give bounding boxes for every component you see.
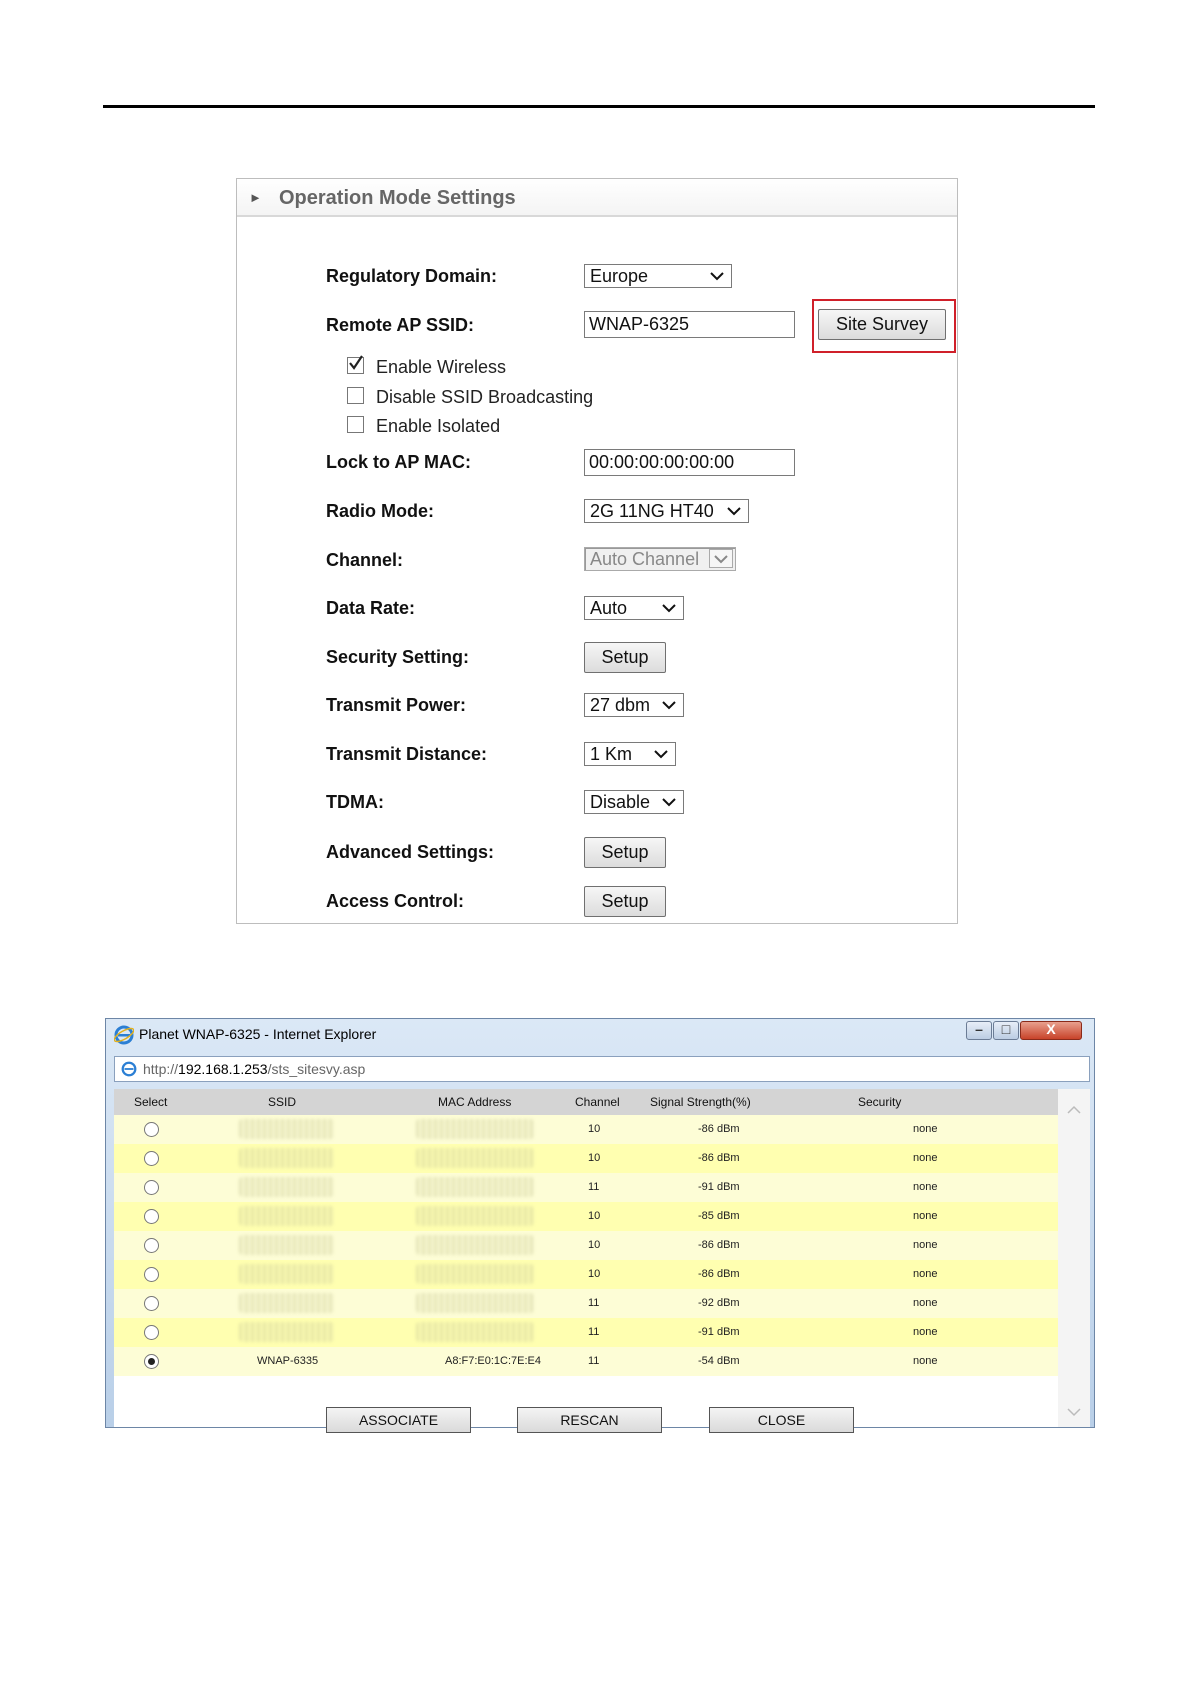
- redacted-mac: [416, 1293, 534, 1313]
- minimize-button[interactable]: [966, 1021, 992, 1040]
- close-icon: X: [1046, 1021, 1056, 1037]
- select-radio[interactable]: [144, 1180, 159, 1195]
- table-row[interactable]: [114, 1173, 1058, 1202]
- redacted-ssid: [239, 1293, 334, 1313]
- address-bar[interactable]: [114, 1056, 1090, 1082]
- url-host: 192.168.1.253: [178, 1061, 268, 1077]
- url-path: /sts_sitesvy.asp: [267, 1061, 366, 1077]
- security-setting-label: Security Setting:: [326, 647, 470, 667]
- channel-cell: 10: [588, 1123, 601, 1135]
- redacted-mac: [416, 1148, 534, 1168]
- redacted-ssid: [239, 1264, 334, 1284]
- enable-isolated-label: Enable Isolated: [376, 416, 501, 436]
- chevron-down-icon: [661, 697, 677, 713]
- redacted-ssid: [239, 1235, 334, 1255]
- channel-select[interactable]: [584, 547, 736, 571]
- scroll-up-icon[interactable]: [1066, 1105, 1082, 1115]
- channel-cell: 10: [588, 1268, 601, 1280]
- redacted-ssid: [239, 1148, 334, 1168]
- checkmark-icon: [347, 355, 364, 372]
- redacted-mac: [416, 1206, 534, 1226]
- rescan-button[interactable]: RESCAN: [517, 1407, 662, 1433]
- transmit-distance-label: Transmit Distance:: [326, 744, 488, 764]
- ssid-cell: WNAP-6335: [257, 1355, 319, 1367]
- close-button[interactable]: CLOSE: [709, 1407, 854, 1433]
- lock-to-ap-mac-input[interactable]: 00:00:00:00:00:00: [584, 449, 795, 476]
- radio-mode-select[interactable]: [584, 499, 749, 523]
- address-url: [143, 1061, 365, 1077]
- signal-cell: -86 dBm: [698, 1152, 740, 1164]
- regulatory-domain-label: Regulatory Domain:: [326, 266, 498, 286]
- associate-button[interactable]: ASSOCIATE: [326, 1407, 471, 1433]
- window-title-bar: [106, 1019, 1094, 1049]
- chevron-down-icon: [661, 794, 677, 810]
- transmit-power-value: 27 dbm: [590, 695, 651, 715]
- internet-explorer-icon: [114, 1025, 134, 1045]
- select-radio[interactable]: [144, 1267, 159, 1282]
- panel-title: Operation Mode Settings: [279, 187, 516, 209]
- regulatory-domain-value: Europe: [590, 266, 649, 286]
- table-row[interactable]: [114, 1318, 1058, 1347]
- select-radio[interactable]: [144, 1296, 159, 1311]
- table-row[interactable]: [114, 1231, 1058, 1260]
- table-row[interactable]: [114, 1260, 1058, 1289]
- advanced-settings-label: Advanced Settings:: [326, 842, 495, 862]
- browser-window: [105, 1018, 1095, 1428]
- channel-dropdown-button: [709, 549, 733, 568]
- signal-cell: -54 dBm: [698, 1355, 740, 1367]
- security-cell: none: [913, 1239, 938, 1251]
- channel-cell: 11: [588, 1181, 600, 1193]
- data-rate-select[interactable]: [584, 596, 684, 620]
- checkbox-box[interactable]: [347, 387, 364, 404]
- security-cell: none: [913, 1181, 938, 1193]
- access-control-setup-button[interactable]: Setup: [584, 886, 666, 917]
- table-row[interactable]: [114, 1202, 1058, 1231]
- redacted-ssid: [239, 1177, 334, 1197]
- channel-cell: 11: [588, 1326, 600, 1338]
- page-icon: [120, 1060, 138, 1078]
- security-cell: none: [913, 1210, 938, 1222]
- radio-mode-value: 2G 11NG HT40: [590, 501, 714, 521]
- remote-ap-ssid-label: Remote AP SSID:: [326, 315, 475, 335]
- site-survey-highlight-box: [812, 299, 956, 353]
- chevron-down-icon: [653, 746, 669, 762]
- mac-cell: A8:F7:E0:1C:7E:E4: [445, 1355, 541, 1367]
- security-setup-button[interactable]: Setup: [584, 642, 666, 673]
- security-cell: none: [913, 1123, 938, 1135]
- transmit-distance-select[interactable]: [584, 742, 676, 766]
- select-radio[interactable]: [144, 1325, 159, 1340]
- scroll-down-icon[interactable]: [1066, 1407, 1082, 1417]
- radio-mode-label: Radio Mode:: [326, 501, 434, 521]
- select-radio[interactable]: [144, 1354, 159, 1369]
- signal-cell: -92 dBm: [698, 1297, 740, 1309]
- redacted-mac: [416, 1322, 534, 1342]
- triangle-right-icon: ►: [249, 190, 262, 205]
- close-window-button[interactable]: [1020, 1021, 1082, 1040]
- column-header: Security: [858, 1095, 902, 1109]
- url-scheme: http://: [143, 1061, 179, 1077]
- channel-cell: 10: [588, 1210, 601, 1222]
- chevron-down-icon: [713, 551, 729, 567]
- checkbox-box[interactable]: [347, 416, 364, 433]
- window-title: Planet WNAP-6325 - Internet Explorer: [139, 1026, 377, 1042]
- vertical-scrollbar[interactable]: [1058, 1089, 1090, 1427]
- maximize-icon: □: [1001, 1021, 1011, 1037]
- checkbox-box[interactable]: [347, 357, 364, 374]
- redacted-mac: [416, 1235, 534, 1255]
- data-rate-label: Data Rate:: [326, 598, 416, 618]
- column-header: SSID: [268, 1095, 297, 1109]
- security-cell: none: [913, 1326, 938, 1338]
- channel-value: Auto Channel: [590, 549, 700, 569]
- select-radio[interactable]: [144, 1238, 159, 1253]
- channel-label: Channel:: [326, 550, 404, 570]
- access-control-label: Access Control:: [326, 891, 465, 911]
- table-header: [114, 1089, 1058, 1115]
- channel-cell: 11: [588, 1297, 600, 1309]
- column-header: Channel: [575, 1095, 620, 1109]
- select-radio[interactable]: [144, 1122, 159, 1137]
- regulatory-domain-select[interactable]: [584, 264, 732, 288]
- tdma-label: TDMA:: [326, 792, 384, 812]
- column-header: Select: [134, 1095, 168, 1109]
- chevron-down-icon: [661, 600, 677, 616]
- panel-header: [237, 179, 957, 217]
- transmit-distance-value: 1 Km: [590, 744, 633, 764]
- security-cell: none: [913, 1268, 938, 1280]
- signal-cell: -91 dBm: [698, 1181, 740, 1193]
- minimize-icon: –: [975, 1021, 983, 1037]
- site-survey-button[interactable]: Site Survey: [818, 309, 946, 340]
- lock-to-ap-mac-label: Lock to AP MAC:: [326, 452, 472, 472]
- signal-cell: -91 dBm: [698, 1326, 740, 1338]
- select-radio[interactable]: [144, 1209, 159, 1224]
- security-cell: none: [913, 1297, 938, 1309]
- signal-cell: -86 dBm: [698, 1239, 740, 1251]
- disable-ssid-broadcasting-label: Disable SSID Broadcasting: [376, 387, 594, 407]
- security-cell: none: [913, 1355, 938, 1367]
- channel-cell: 11: [588, 1355, 600, 1367]
- redacted-mac: [416, 1177, 534, 1197]
- remote-ap-ssid-input[interactable]: WNAP-6325: [584, 311, 795, 338]
- redacted-ssid: [239, 1206, 334, 1226]
- operation-mode-panel: [236, 178, 958, 924]
- signal-cell: -86 dBm: [698, 1123, 740, 1135]
- table-row[interactable]: [114, 1115, 1058, 1144]
- chevron-down-icon: [726, 503, 742, 519]
- column-header: MAC Address: [438, 1095, 512, 1109]
- table-row[interactable]: [114, 1347, 1058, 1376]
- chevron-down-icon: [709, 268, 725, 284]
- security-cell: none: [913, 1152, 938, 1164]
- advanced-setup-button[interactable]: Setup: [584, 837, 666, 868]
- redacted-ssid: [239, 1322, 334, 1342]
- redacted-mac: [416, 1264, 534, 1284]
- maximize-button[interactable]: [993, 1021, 1019, 1040]
- signal-cell: -86 dBm: [698, 1268, 740, 1280]
- transmit-power-label: Transmit Power:: [326, 695, 467, 715]
- redacted-mac: [416, 1119, 534, 1139]
- channel-cell: 10: [588, 1239, 601, 1251]
- redacted-ssid: [239, 1119, 334, 1139]
- enable-wireless-label: Enable Wireless: [376, 357, 507, 377]
- select-radio[interactable]: [144, 1151, 159, 1166]
- signal-cell: -85 dBm: [698, 1210, 740, 1222]
- table-row[interactable]: [114, 1144, 1058, 1173]
- tdma-value: Disable: [590, 792, 651, 812]
- column-header: Signal Strength(%): [650, 1095, 751, 1109]
- site-survey-content: [114, 1089, 1090, 1427]
- transmit-power-select[interactable]: [584, 693, 684, 717]
- page-header-rule: [103, 105, 1095, 108]
- table-row[interactable]: [114, 1289, 1058, 1318]
- channel-cell: 10: [588, 1152, 601, 1164]
- data-rate-value: Auto: [590, 598, 628, 618]
- tdma-select[interactable]: [584, 790, 684, 814]
